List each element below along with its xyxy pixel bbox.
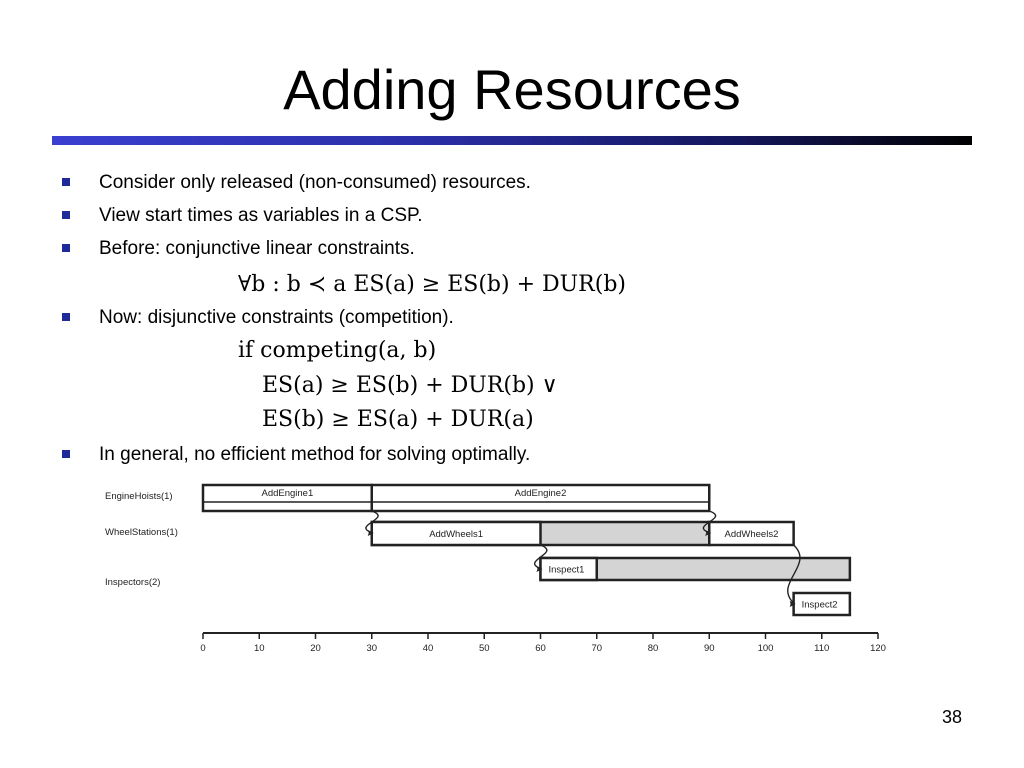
bullet-square-icon [62, 313, 70, 321]
bullet-text: Before: conjunctive linear constraints. [99, 238, 415, 259]
task-label: Inspect2 [801, 599, 838, 611]
page-number: 38 [941, 707, 962, 727]
bullet-text: In general, no efficient method for solving optimally. [99, 444, 531, 465]
axis-tick-label: 40 [422, 643, 434, 654]
axis-tick-label: 30 [366, 643, 378, 654]
axis-tick-label: 20 [310, 643, 321, 654]
axis-tick-label: 60 [535, 643, 546, 654]
axis-tick-label: 120 [870, 643, 886, 654]
task-label: AddEngine2 [514, 488, 567, 499]
gantt-chart [90, 475, 900, 665]
formula-line2: ES(b) ≥ ES(a) + DUR(a) [262, 407, 534, 432]
task-label: AddWheels2 [724, 529, 779, 540]
axis-tick-label: 100 [757, 643, 774, 654]
slide-title: Adding Resources [283, 58, 741, 121]
bullet-text: Now: disjunctive constraints (competition). [99, 307, 454, 328]
task-label: Inspect1 [548, 564, 585, 576]
bullet-square-icon [62, 244, 70, 252]
axis-tick-label: 110 [814, 643, 830, 654]
resource-label: Inspectors(2) [105, 577, 161, 588]
task-label: AddEngine1 [261, 488, 314, 499]
axis-tick-label: 80 [647, 643, 659, 654]
axis-tick-label: 10 [253, 643, 265, 654]
formula-line1: ES(a) ≥ ES(b) + DUR(b) ∨ [262, 373, 558, 398]
task-label: AddWheels1 [429, 529, 484, 540]
bullet-text: View start times as variables in a CSP. [99, 205, 423, 226]
bullet-square-icon [62, 178, 70, 186]
bullet-text: Consider only released (non-consumed) resources. [99, 172, 531, 193]
bullet-square-icon [62, 211, 70, 219]
formula-if: if competing(a, b) [238, 338, 437, 363]
axis-tick-label: 0 [200, 643, 206, 654]
axis-tick-label: 70 [591, 643, 603, 654]
axis-tick-label: 50 [478, 643, 490, 654]
formula-before: ∀b : b ≺ a ES(a) ≥ ES(b) + DUR(b) [238, 272, 626, 297]
bullet-square-icon [62, 450, 70, 458]
axis-tick-label: 90 [703, 643, 715, 654]
resource-label: EngineHoists(1) [105, 491, 173, 502]
resource-label: WheelStations(1) [105, 527, 178, 538]
